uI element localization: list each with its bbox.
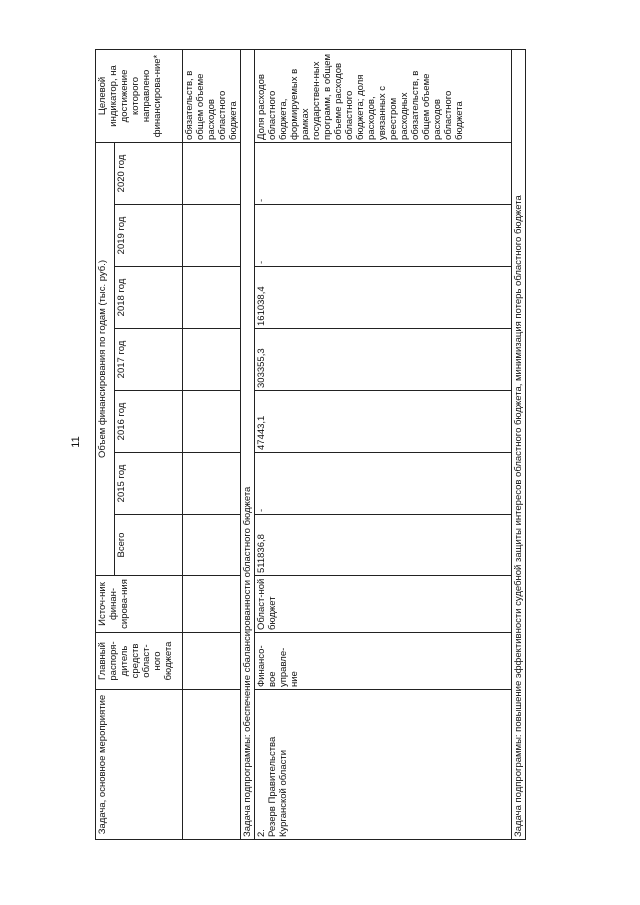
financing-table [95,49,526,840]
header-indicator: Целевой индикатор, на достижение которого направлено финансирова-ние* [96,49,183,142]
carry-2015 [183,453,241,515]
header-2019: 2019 год [115,205,183,267]
carry-distributor [183,633,241,690]
row2-task-cell [255,690,512,840]
carry-2016 [183,391,241,453]
row2-2018: 161038,4 [255,267,512,329]
carry-2020 [183,142,241,204]
row2-2020: - [255,142,512,204]
row2-2016: 47443,1 [255,391,512,453]
row2-source: Област-ной бюджет [255,576,512,633]
header-2017: 2017 год [115,329,183,391]
row2-distributor: Финансо-вое управле-ние [255,633,512,690]
carry-task [183,690,241,840]
subprogram-task-balance: Задача подпрограммы: обеспечение сбалансированности областного бюджета [241,49,255,839]
row2-total: 511836,8 [255,515,512,576]
table-row [255,49,512,839]
rotated-table-frame [95,50,524,840]
carry-total [183,515,241,576]
carry-2019 [183,205,241,267]
header-distributor: Главный распоря-дитель средств област-ного бюджета [96,633,183,690]
carry-source [183,576,241,633]
carry-2018 [183,267,241,329]
carry-indicator: обязательств, в общем объеме расходов областного бюджета [183,49,241,142]
row2-indicator: Доля расходов областного бюджета, формируемых в рамках государствен-ных программ, в общем объеме расходов областного бюджета; доля расходов, увязанных с реестром расходных обязательств, в общем объеме расходов областного бюджета [255,49,512,142]
header-source: Источ-ник финан-сирова-ния [96,576,183,633]
row2-2019: - [255,205,512,267]
carry-row [183,49,241,839]
header-total: Всего [115,515,183,576]
header-volume-group: Объем финансирования по годам (тыс. руб.) [96,142,115,575]
header-2016: 2016 год [115,391,183,453]
page-number: 11 [70,436,82,448]
header-2015: 2015 год [115,453,183,515]
header-task: Задача, основное мероприятие [96,690,183,840]
row2-2015: - [255,453,512,515]
carry-2017 [183,329,241,391]
row2-number: 2. [256,829,267,837]
subprogram-task-legal: Задача подпрограммы: повышение эффективности судебной защиты интересов областного бюджета, минимизация потерь областного бюджета [512,49,526,839]
header-2018: 2018 год [115,267,183,329]
row2-2017: 303355,3 [255,329,512,391]
header-2020: 2020 год [115,142,183,204]
row2-task: Резерв Правительства Курганской области [267,736,289,837]
